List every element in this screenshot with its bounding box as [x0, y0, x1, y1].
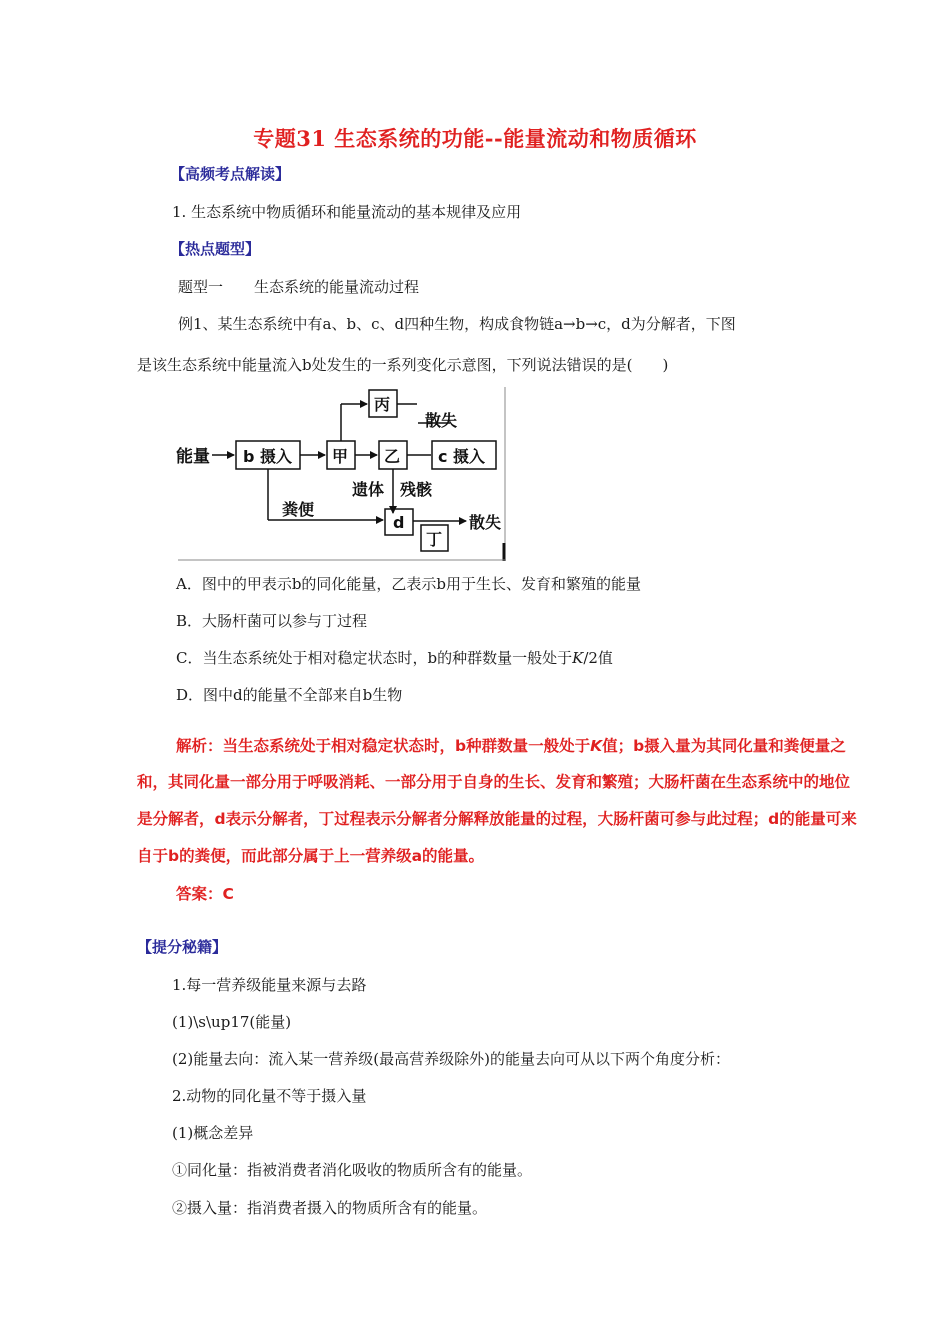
- tips-line-5: (1)概念差异: [172, 1124, 254, 1142]
- question-type-title: 生态系统的能量流动过程: [254, 278, 420, 296]
- label-remains-left: 遗体: [352, 480, 385, 499]
- label-jia: 甲: [332, 447, 349, 466]
- energy-flow-diagram: [170, 385, 515, 565]
- page-title: 专题31 生态系统的功能--能量流动和物质循环: [253, 126, 697, 151]
- label-feces: 粪便: [282, 500, 315, 519]
- option-d: D．图中d的能量不全部来自b生物: [176, 686, 403, 704]
- analysis-line-3: 是分解者，d表示分解者，丁过程表示分解者分解释放能量的过程，大肠杆菌可参与此过程；d的能量可来: [137, 810, 857, 828]
- section-heading-key-points: 【高频考点解读】: [170, 165, 291, 183]
- analysis-line-2: 和，其同化量一部分用于呼吸消耗、一部分用于自身的生长、发育和繁殖；大肠杆菌在生态系统中的地位: [137, 773, 851, 791]
- label-ding: 丁: [426, 530, 443, 549]
- analysis-line-4: 自于b的粪便，而此部分属于上一营养级a的能量。: [137, 847, 485, 865]
- option-b: B．大肠杆菌可以参与丁过程: [176, 612, 368, 630]
- tips-line-1: 1.每一营养级能量来源与去路: [172, 976, 367, 994]
- tips-line-7: ②摄入量：指消费者摄入的物质所含有的能量。: [172, 1199, 488, 1217]
- key-point-item: 1. 生态系统中物质循环和能量流动的基本规律及应用: [172, 203, 522, 221]
- tips-line-2: (1)\s\up17(能量): [172, 1013, 292, 1031]
- section-heading-tips: 【提分秘籍】: [137, 938, 228, 956]
- label-dissipate-bottom: 散失: [469, 513, 502, 532]
- option-a: A．图中的甲表示b的同化能量，乙表示b用于生长、发育和繁殖的能量: [176, 575, 642, 593]
- analysis-line-1: 解析：当生态系统处于相对稳定状态时，b种群数量一般处于K值；b摄入量为其同化量和粪便量之: [176, 737, 846, 755]
- example-line-2: 是该生态系统中能量流入b处发生的一系列变化示意图，下列说法错误的是( ): [137, 356, 669, 374]
- label-d: d: [393, 513, 405, 532]
- label-yi: 乙: [384, 447, 401, 466]
- label-remains-right: 残骸: [400, 480, 433, 499]
- tips-line-3: (2)能量去向：流入某一营养级(最高营养级除外)的能量去向可从以下两个角度分析：: [172, 1050, 730, 1068]
- section-heading-hot-types: 【热点题型】: [170, 240, 261, 258]
- example-line-1: 例1、某生态系统中有a、b、c、d四种生物，构成食物链a→b→c，d为分解者，下图: [178, 315, 736, 333]
- answer: 答案：C: [176, 885, 234, 903]
- label-bing: 丙: [374, 395, 391, 414]
- label-energy: 能量: [176, 447, 210, 467]
- question-type-label: 题型一: [178, 278, 224, 296]
- label-b-intake: b 摄入: [243, 447, 293, 466]
- tips-line-6: ①同化量：指被消费者消化吸收的物质所含有的能量。: [172, 1161, 533, 1179]
- tips-line-4: 2.动物的同化量不等于摄入量: [172, 1087, 367, 1105]
- label-c-intake: c 摄入: [438, 447, 486, 466]
- option-c: C．当生态系统处于相对稳定状态时，b的种群数量一般处于K/2值: [176, 649, 613, 667]
- label-dissipate-top: 散失: [425, 411, 458, 430]
